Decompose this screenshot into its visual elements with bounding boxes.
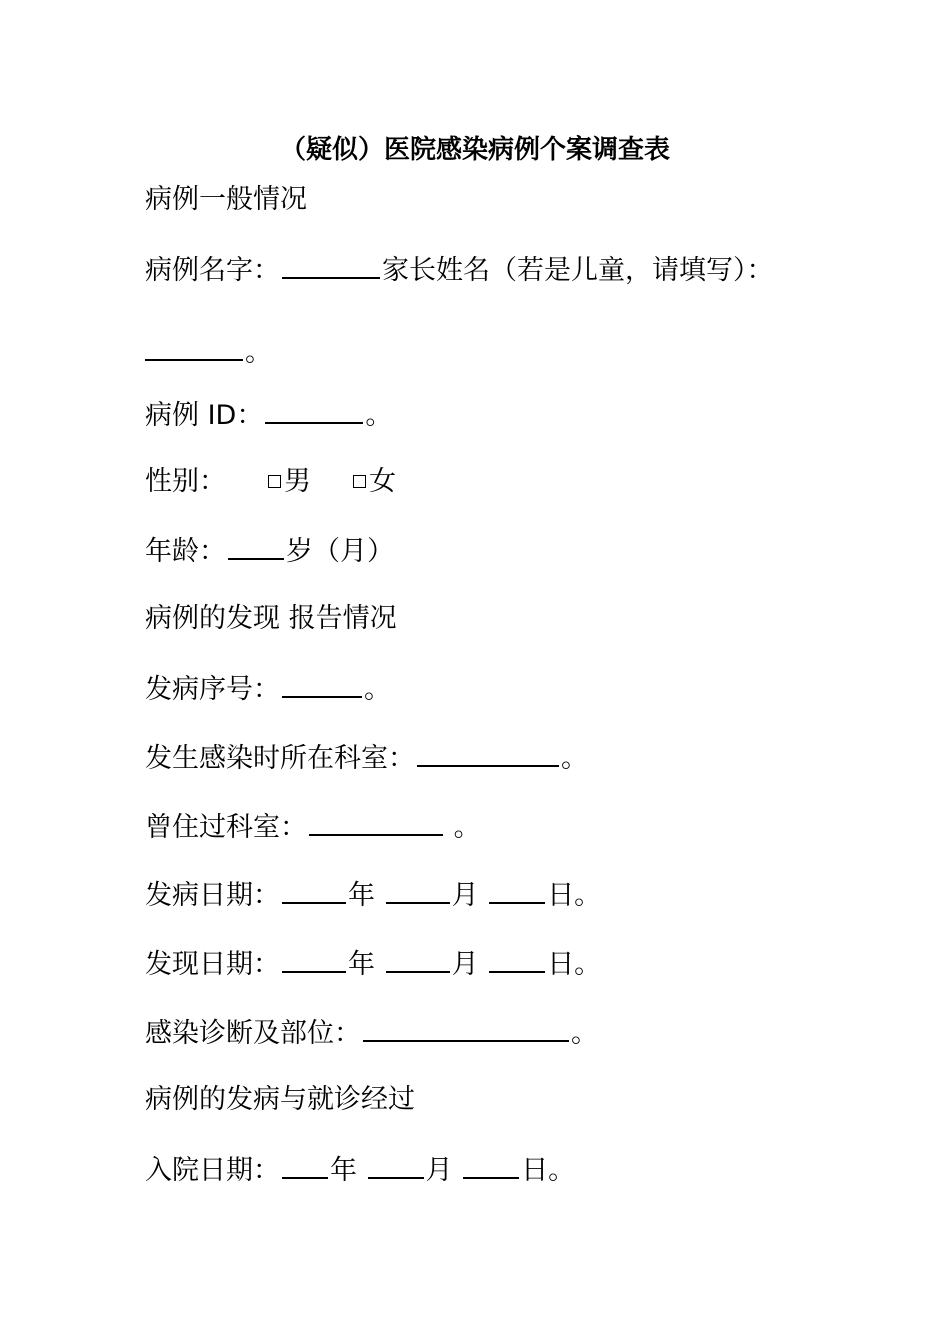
day-label: 日。 — [521, 1155, 576, 1186]
male-label: 男 — [284, 466, 311, 497]
period: 。 — [245, 337, 272, 368]
found-day-blank[interactable] — [489, 943, 545, 973]
prev-dept-row — [145, 806, 481, 848]
year-label: 年 — [348, 949, 375, 980]
admit-month-blank[interactable] — [368, 1149, 424, 1179]
dept-label: 发生感染时所在科室： — [145, 743, 415, 774]
gender-label: 性别： — [145, 466, 226, 497]
period: 。 — [561, 743, 588, 774]
period: 。 — [571, 1018, 598, 1049]
page-title: （疑似）医院感染病例个案调查表 — [279, 135, 670, 165]
id-label: 病例 ID： — [145, 400, 264, 431]
onset-day-blank[interactable] — [489, 874, 545, 904]
admit-date-row — [145, 1149, 575, 1191]
period: 。 — [453, 812, 481, 843]
admit-year-blank[interactable] — [282, 1149, 328, 1179]
age-unit: 岁（月） — [286, 536, 394, 567]
name-row — [145, 249, 774, 291]
seq-label: 发病序号： — [145, 674, 280, 705]
prev-dept-blank[interactable] — [309, 806, 443, 836]
onset-month-blank[interactable] — [386, 874, 450, 904]
seq-row — [145, 668, 391, 710]
period: 。 — [365, 400, 393, 431]
name-blank[interactable] — [282, 249, 380, 279]
section-report: 病例的发现 报告情况 — [145, 603, 397, 634]
onset-label: 发病日期： — [145, 880, 280, 911]
day-label: 日。 — [547, 949, 602, 980]
gender-row — [145, 462, 396, 502]
diag-row — [145, 1012, 598, 1054]
id-row — [145, 394, 392, 436]
dept-row — [145, 737, 588, 779]
year-label: 年 — [330, 1155, 357, 1186]
female-label: 女 — [369, 466, 396, 497]
age-row — [145, 530, 394, 572]
month-label: 月 — [451, 949, 479, 980]
admit-day-blank[interactable] — [463, 1149, 519, 1179]
diag-label: 感染诊断及部位： — [145, 1018, 361, 1049]
dept-blank[interactable] — [417, 737, 559, 767]
diag-blank[interactable] — [363, 1012, 569, 1042]
period: 。 — [364, 674, 391, 705]
prev-dept-label: 曾住过科室： — [145, 812, 307, 843]
parent-label: 家长姓名（若是儿童，请填写）： — [382, 255, 774, 286]
section-visit: 病例的发病与就诊经过 — [145, 1084, 415, 1115]
male-checkbox[interactable] — [268, 475, 281, 488]
parent-name-blank[interactable] — [145, 331, 243, 361]
found-month-blank[interactable] — [386, 943, 450, 973]
found-label: 发现日期： — [145, 949, 280, 980]
admit-label: 入院日期： — [145, 1155, 280, 1186]
onset-year-blank[interactable] — [282, 874, 346, 904]
id-blank[interactable] — [265, 394, 363, 424]
name-label: 病例名字： — [145, 255, 280, 286]
month-label: 月 — [425, 1155, 453, 1186]
age-label: 年龄： — [145, 536, 226, 567]
year-label: 年 — [348, 880, 375, 911]
section-general: 病例一般情况 — [145, 184, 307, 215]
found-year-blank[interactable] — [282, 943, 346, 973]
month-label: 月 — [451, 880, 479, 911]
parent-name-row — [145, 331, 272, 373]
onset-date-row — [145, 874, 601, 916]
day-label: 日。 — [547, 880, 602, 911]
found-date-row — [145, 943, 601, 985]
seq-blank[interactable] — [282, 668, 362, 698]
age-blank[interactable] — [228, 530, 284, 560]
female-checkbox[interactable] — [353, 475, 366, 488]
